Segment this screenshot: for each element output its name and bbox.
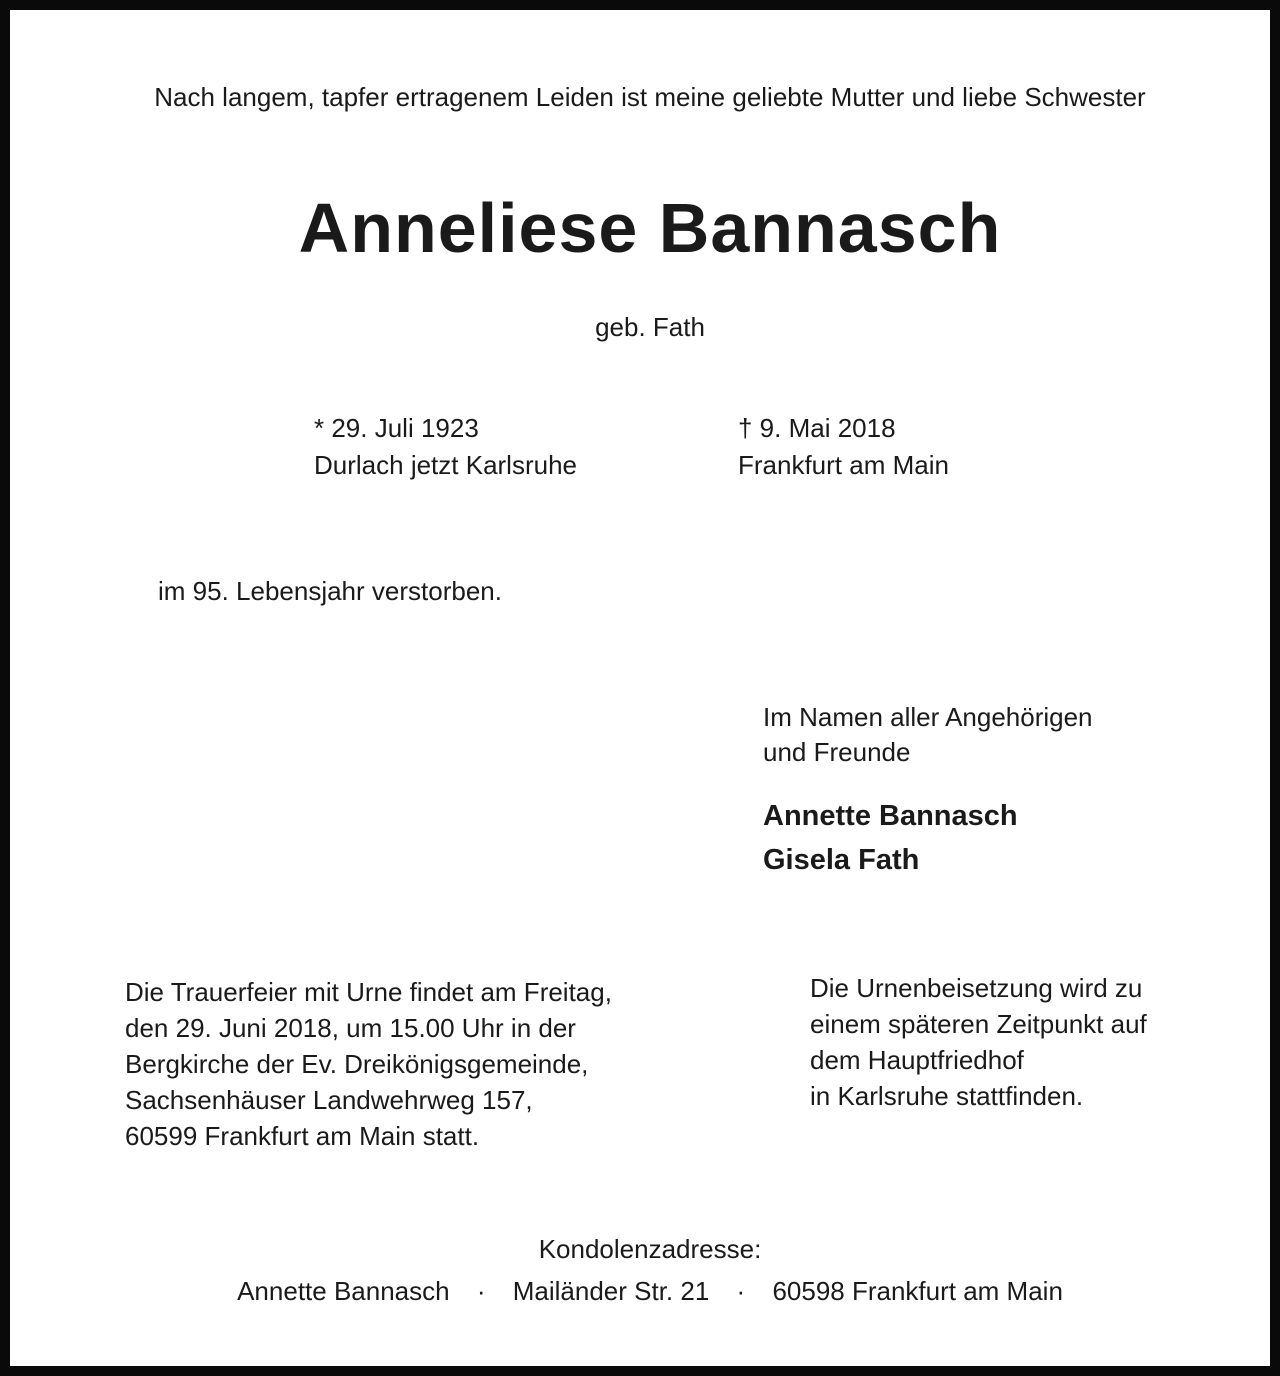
condolence-label: Kondolenzadresse: (538, 1234, 762, 1264)
separator-dot: · (476, 1276, 486, 1306)
mourners-line: Im Namen aller Angehörigen (763, 702, 1093, 732)
condolence-street: Mailänder Str. 21 (512, 1276, 710, 1306)
burial-info (810, 970, 1147, 1114)
deceased-name: Anneliese Bannasch (298, 189, 1002, 267)
intro-text: Nach langem, tapfer ertragenem Leiden ist meine geliebte Mutter und liebe Schwester (154, 82, 1146, 112)
death-block (738, 410, 949, 484)
condolence-address (10, 1276, 1280, 1307)
burial-line: einem späteren Zeitpunkt auf (810, 1009, 1147, 1039)
birth-block (314, 410, 577, 484)
age-text: im 95. Lebensjahr verstorben. (158, 576, 502, 606)
birth-place: Durlach jetzt Karlsruhe (314, 450, 577, 480)
death-date: † 9. Mai 2018 (738, 413, 896, 443)
burial-line: dem Hauptfriedhof (810, 1045, 1024, 1075)
birth-date: * 29. Juli 1923 (314, 413, 479, 443)
condolence-city: 60598 Frankfurt am Main (772, 1276, 1063, 1306)
signatories (763, 794, 1018, 882)
funeral-line: Die Trauerfeier mit Urne findet am Freitag, (125, 977, 612, 1007)
burial-line: Die Urnenbeisetzung wird zu (810, 973, 1143, 1003)
separator-dot: · (736, 1276, 746, 1306)
mourners-line: und Freunde (763, 737, 911, 767)
mourners-intro (763, 700, 1093, 770)
funeral-line: 60599 Frankfurt am Main statt. (125, 1121, 480, 1151)
funeral-line: Bergkirche der Ev. Dreikönigsgemeinde, (125, 1049, 589, 1079)
condolence-name: Annette Bannasch (237, 1276, 450, 1306)
maiden-name: geb. Fath (595, 312, 705, 342)
funeral-info (125, 974, 612, 1154)
funeral-line: Sachsenhäuser Landwehrweg 157, (125, 1085, 533, 1115)
signatory-name: Annette Bannasch (763, 800, 1018, 832)
funeral-line: den 29. Juni 2018, um 15.00 Uhr in der (125, 1013, 576, 1043)
death-place: Frankfurt am Main (738, 450, 949, 480)
signatory-name: Gisela Fath (763, 844, 920, 876)
burial-line: in Karlsruhe stattfinden. (810, 1081, 1084, 1111)
